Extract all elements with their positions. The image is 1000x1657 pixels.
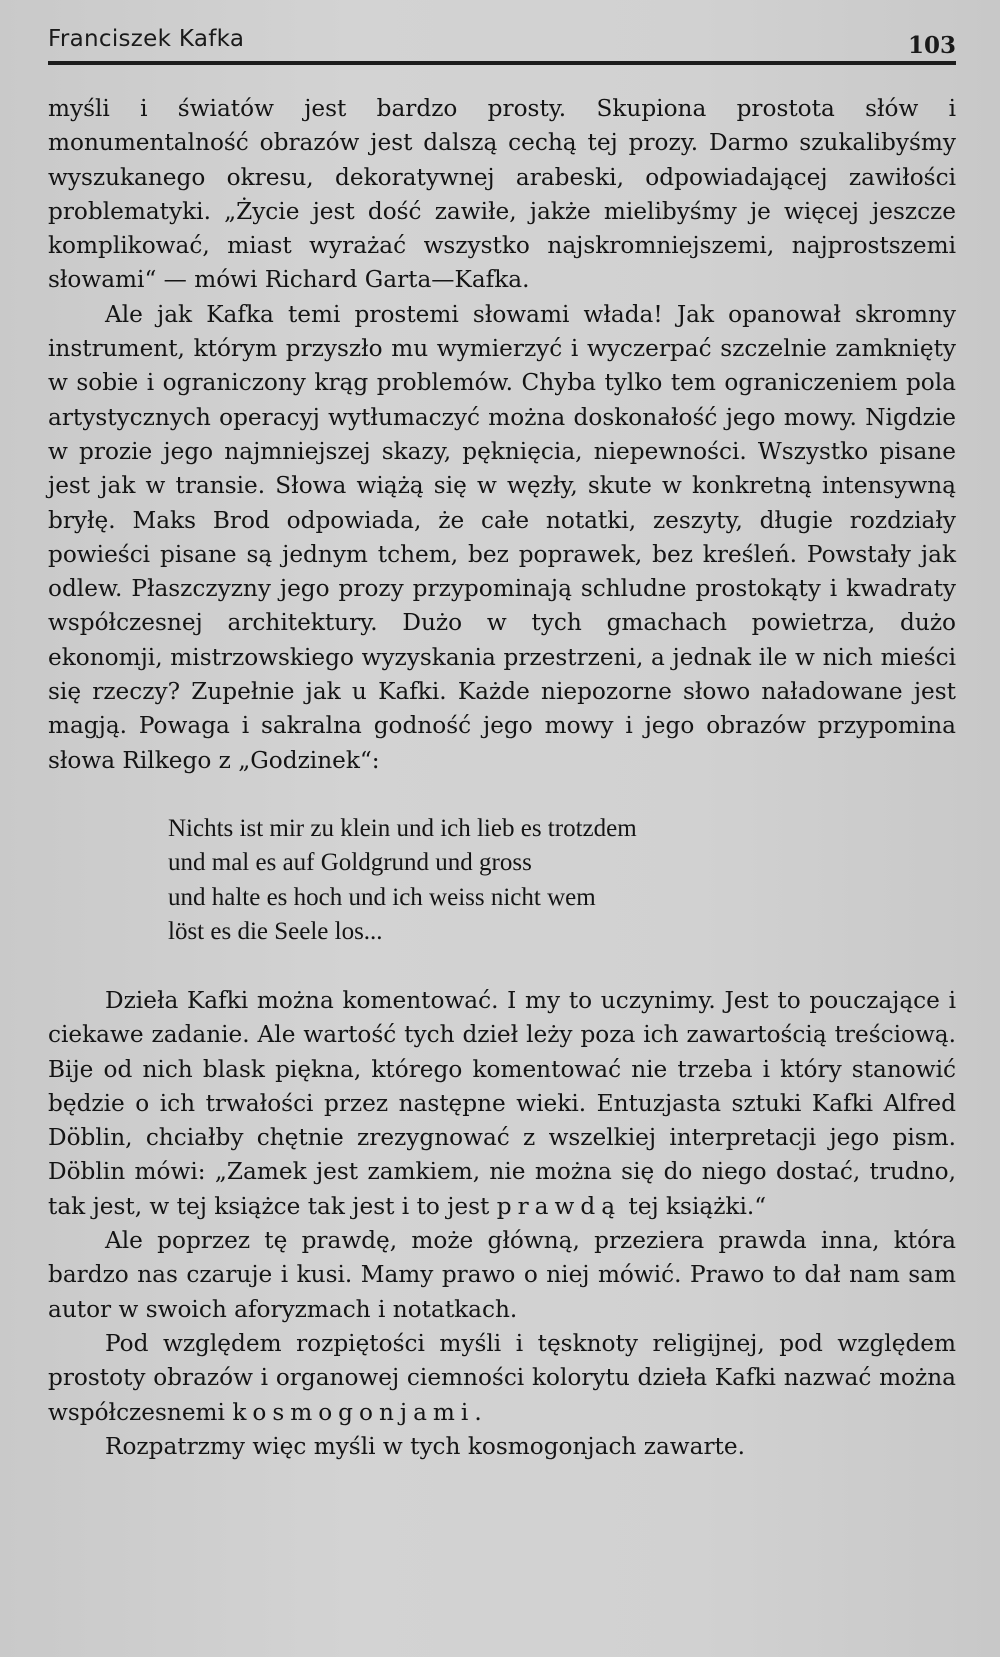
page-header [48, 26, 956, 66]
running-head: Franciszek Kafka [48, 26, 245, 52]
emphasis-kosmogonjami: kosmogonjami [232, 1398, 475, 1426]
emphasis-prawda: prawdą [496, 1192, 622, 1220]
paragraph-1: myśli i światów jest bardzo prosty. Skupiona prostota słów i monumentalność obrazów jest dalszą cechą tej prozy. Darmo szukalibyśmy wyszukanego okresu, dekoratywnej arabeski, odpowiadającej zawiłości problematyki. „Życie jest dość zawiłe, jakże mielibyśmy je więcej jeszcze komplikować, miast wyrażać wszystko najskromniejszemi, najprostszemi słowami“ — mówi Richard Garta—Kafka. [48, 95, 956, 294]
page-number: 103 [907, 32, 956, 59]
main-text [48, 92, 956, 1464]
paragraph-5-end: . [474, 1398, 482, 1426]
verse-line: löst es die Seele los... [168, 918, 383, 946]
paragraph-5 [48, 1327, 956, 1430]
paragraph-2: Ale jak Kafka temi prostemi słowami włada! Jak opanował skromny instrument, którym przyszło mu wymierzyć i wyczerpać szczelnie zamknięty w sobie i ograniczony krąg problemów. Chyba tylko tem ograniczeniem pola artystycznych operacyj wytłumaczyć można doskonałość jego mowy. Nigdzie w prozie jego najmniejszej skazy, pęknięcia, niepewności. Wszystko pisane jest jak w transie. Słowa wiążą się w węzły, skute w konkretną intensywną bryłę. Maks Brod odpowiada, że całe notatki, zeszyty, długie rozdziały powieści pisane są jednym tchem, bez poprawek, bez kreśleń. Powstały jak odlew. Płaszczyzny jego prozy przypominają schludne prostokąty i kwadraty współczesnej architektury. Dużo w tych gmachach powietrza, dużo ekonomji, mistrzowskiego wyzyskania przestrzeni, a jednak ile w nich mieści się rzeczy? Zupełnie jak u Kafki. Każde niepozorne słowo naładowane jest magją. Powaga i sakralna godność jego mowy i jego obrazów przypomina słowa Rilkego z „Godzinek“: [48, 300, 956, 774]
verse-line: und halte es hoch und ich weiss nicht wem [168, 883, 596, 911]
paragraph-5-text: Pod względem rozpiętości myśli i tęsknoty religijnej, pod względem prostoty obrazów i organowej ciemności kolorytu dzieła Kafki nazwać można współczesnemi [48, 1329, 956, 1426]
paragraph-3-end: tej książki.“ [628, 1192, 767, 1220]
rilke-quotation [168, 812, 956, 950]
verse-line: und mal es auf Goldgrund und gross [168, 849, 532, 877]
paragraph-6: Rozpatrzmy więc myśli w tych kosmogonjach zawarte. [105, 1432, 745, 1460]
paragraph-4: Ale poprzez tę prawdę, może główną, przeziera prawda inna, która bardzo nas czaruje i kusi. Mamy prawo o niej mówić. Prawo to dał nam sam autor w swoich aforyzmach i notatkach. [48, 1227, 956, 1323]
paragraph-3 [48, 984, 956, 1224]
header-rule [48, 61, 956, 65]
paragraph-3-text: Dzieła Kafki można komentować. I my to uczynimy. Jest to pouczające i ciekawe zadanie. Ale wartość tych dzieł leży poza ich zawartością treściową. Bije od nich blask piękna, którego komentować nie trzeba i który stanowić będzie o ich trwałości przez następne wieki. Entuzjasta sztuki Kafki Alfred Döblin, chciałby chętnie zrezygnować z wszelkiej interpretacji jego pism. Döblin mówi: „Zamek jest zamkiem, nie można się do niego dostać, trudno, tak jest, w tej książce tak jest i to jest [48, 986, 956, 1220]
verse-line: Nichts ist mir zu klein und ich lieb es trotzdem [168, 814, 637, 842]
